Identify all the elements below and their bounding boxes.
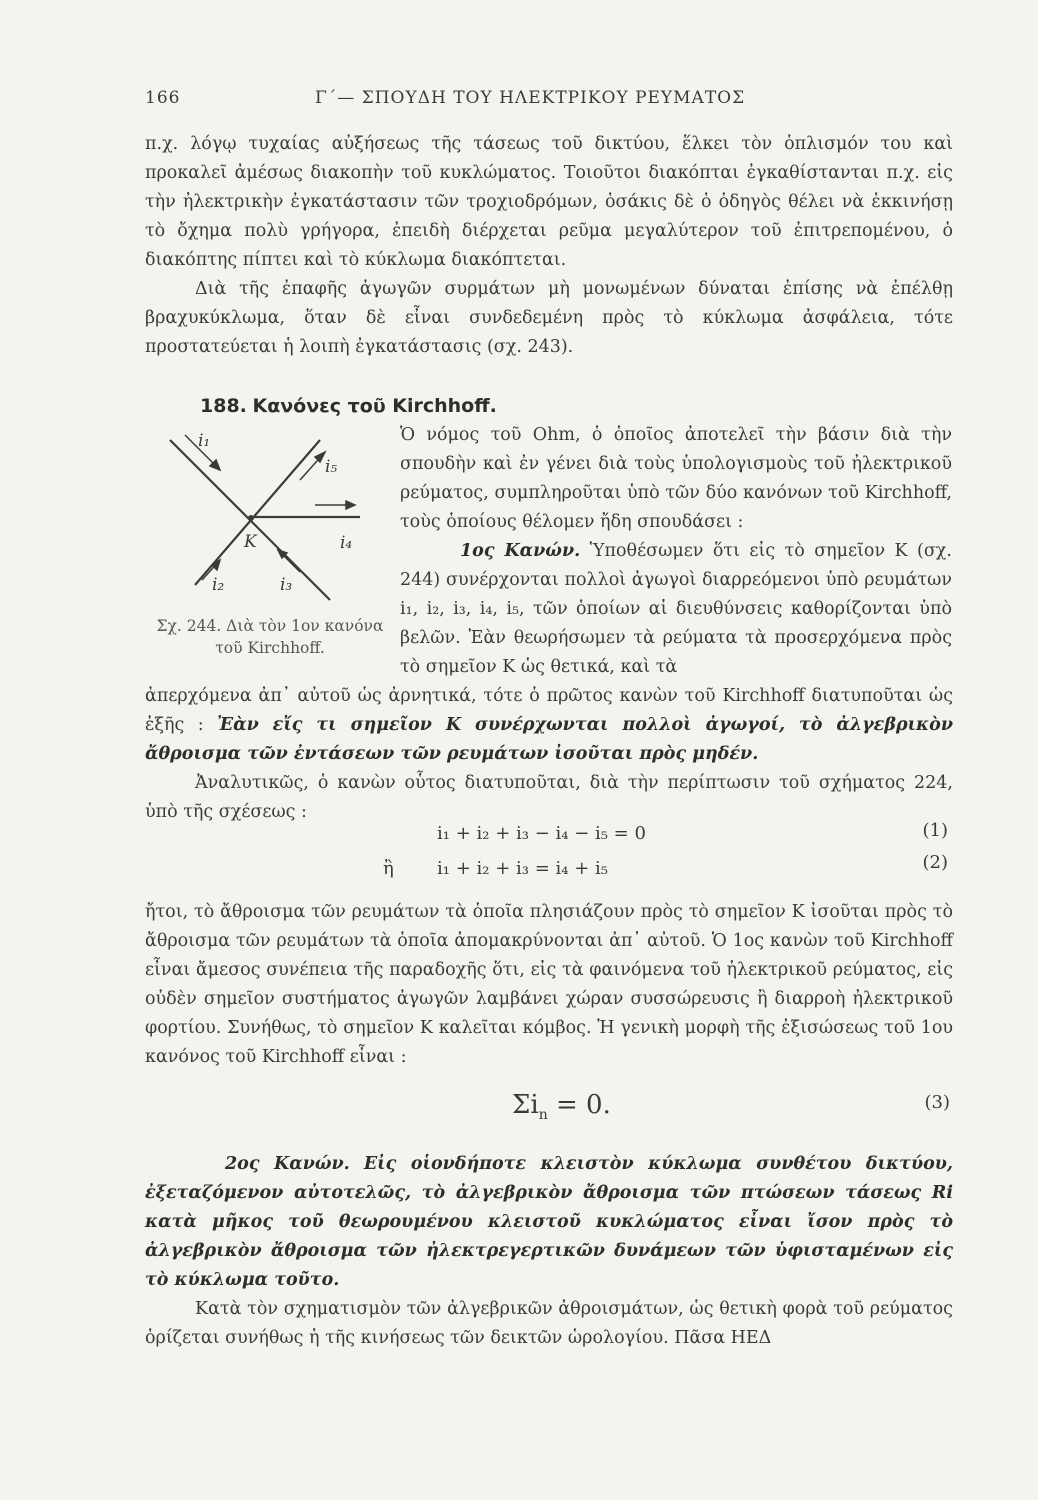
figure-caption-line-1: Σχ. 244. Διὰ τὸν 1ον κανόνα	[156, 617, 384, 635]
equation-2: i₁ + i₂ + i₃ = i₄ + i₅	[437, 858, 608, 879]
sum-symbol: Σi	[512, 1090, 539, 1120]
intro-block	[145, 130, 953, 362]
figure-caption-line-2: τοῦ Kirchhoff.	[215, 639, 325, 657]
rule1-cont-text: ἀπερχόμενα ἀπ᾽ αὐτοῦ ὡς ἀρνητικά, τότε ὁ πρῶτος κανὼν τοῦ Kirchhoff διατυποῦται ὡς ἑξῆς :	[145, 686, 953, 735]
node-k-dot	[248, 515, 254, 521]
after-block	[145, 898, 953, 1072]
node-k-label: K	[244, 532, 257, 552]
label-i1: i₁	[198, 431, 211, 451]
rule1-label: 1ος Κανών.	[460, 541, 581, 561]
sum-rest: = 0.	[547, 1090, 611, 1120]
sum-equation	[512, 1090, 611, 1123]
equation-1-number: (1)	[922, 820, 948, 841]
section-number: 188.	[200, 395, 247, 417]
rule1-paragraph	[400, 537, 952, 682]
section-heading-line	[145, 392, 953, 422]
intro-paragraph-2: Διὰ τῆς ἐπαφῆς ἀγωγῶν συρμάτων μὴ μονωμένων δύναται ἐπίσης νὰ ἐπέλθῃ βραχυκύκλωμα, ὅταν δὲ εἶναι συνδεδεμένη πρὸς τὸ κύκλωμα ἀσφάλεια, τότε προστατεύεται ἡ λοιπὴ ἐγκατάστασις (σχ. 243).	[145, 279, 953, 357]
equation-2-prefix: ἢ	[383, 858, 394, 879]
section-right-column	[400, 421, 952, 682]
figure-caption	[150, 615, 390, 659]
rule1-statement: Ἐὰν εἴς τι σημεῖον Κ συνέρχωνται πολλοὶ ἀγωγοί, τὸ ἀλγεβρικὸν ἄθροισμα τῶν ἐντάσεων τῶν ρευμάτων ἰσοῦται πρὸς μηδέν.	[145, 715, 953, 764]
rule2-statement: Εἰς οἱονδήποτε κλειστὸν κύκλωμα συνθέτου δικτύου, ἐξεταζόμενον αὐτοτελῶς, τὸ ἀλγεβρικὸν ἄθροισμα τῶν πτώσεων τάσεως Ri κατὰ μῆκος τοῦ θεωρουμένου κλειστοῦ κυκλώματος εἶναι ἴσον πρὸς τὸ ἀλγεβρικὸν ἄθροισμα τῶν ἠλεκτρεγερτικῶν δυνάμεων τῶν ὑφισταμένων εἰς τὸ κύκλωμα τοῦτο.	[145, 1154, 953, 1290]
rule1-text: Ὑποθέσωμεν ὅτι εἰς τὸ σημεῖον Κ (σχ. 244) συνέρχονται πολλοὶ ἀγωγοὶ διαρρεόμενοι ὑπὸ ρευμάτων i₁, i₂, i₃, i₄, i₅, τῶν ὁποίων αἱ διευθύνσεις καθορίζονται ὑπὸ βελῶν. Ἐὰν θεωρήσωμεν τὰ ρεύματα τὰ προσερχόμενα πρὸς τὸ σημεῖον Κ ὡς θετικά, καὶ τὰ	[400, 541, 952, 677]
rule2-paragraph	[145, 1150, 953, 1295]
last-paragraph: Κατὰ τὸν σχηματισμὸν τῶν ἀλγεβρικῶν ἀθροισμάτων, ὡς θετικὴ φορὰ τοῦ ρεύματος ὁρίζεται συνήθως ἡ τῆς κινήσεως τῶν δεικτῶν ὡρολογίου. Πᾶσα ΗΕΔ	[145, 1299, 953, 1348]
rule2-label: 2ος Κανών.	[225, 1154, 350, 1174]
equation-2-number: (2)	[922, 852, 948, 873]
sum-subscript: n	[538, 1107, 548, 1124]
page-header	[145, 88, 948, 114]
label-i4: i₄	[340, 533, 353, 553]
arrow-i4-head	[346, 501, 355, 509]
rule1-cont-paragraph	[145, 682, 953, 769]
after-paragraph-1: ἤτοι, τὸ ἄθροισμα τῶν ρευμάτων τὰ ὁποῖα πλησιάζουν πρὸς τὸ σημεῖον Κ ἰσοῦται πρὸς τὸ ἄθροισμα τῶν ρευμάτων τὰ ὁποῖα ἀπομακρύνονται ἀπ᾽ αὐτοῦ. Ὁ 1ος κανὼν τοῦ Kirchhoff εἶναι ἄμεσος συνέπεια τῆς παραδοχῆς ὅτι, εἰς τὰ φαινόμενα τοῦ ἠλεκτρικοῦ ρεύματος, εἰς οὐδὲν σημεῖον συστήματος ἀγωγῶν λαμβάνει χώραν συσσώρευσις ἢ διαρροὴ ἠλεκτρικοῦ φορτίου. Συνήθως, τὸ σημεῖον Κ καλεῖται κόμβος. Ἡ γενικὴ μορφὴ τῆς ἐξισώσεως τοῦ 1ου κανόνος τοῦ Kirchhoff εἶναι :	[145, 902, 953, 1067]
page-number: 166	[145, 88, 181, 108]
equation-3-number: (3)	[924, 1092, 950, 1113]
section-lead: Ὁ νόμος τοῦ Ohm, ὁ ὁποῖος ἀποτελεῖ τὴν βάσιν διὰ τὴν σπουδὴν καὶ ἐν γένει διὰ τοὺς ὑπολογισμοὺς τοῦ ἠλεκτρικοῦ ρεύματος, συμπληροῦται ὑπὸ τῶν δύο κανόνων τοῦ Kirchhoff, τοὺς ὁποίους θέλομεν ἤδη σπουδάσει :	[400, 425, 952, 532]
rule1-continuation	[145, 682, 953, 827]
analytic-paragraph: Ἀναλυτικῶς, ὁ κανὼν οὗτος διατυποῦται, διὰ τὴν περίπτωσιν τοῦ σχήματος 224, ὑπὸ τῆς σχέσεως :	[145, 773, 953, 822]
label-i5: i₅	[325, 457, 338, 477]
section-title: Κανόνες τοῦ Kirchhoff.	[252, 395, 497, 417]
label-i2: i₂	[212, 575, 225, 595]
running-title: Γ΄— ΣΠΟΥΔΗ ΤΟΥ ΗΛΕΚΤΡΙΚΟΥ ΡΕΥΜΑΤΟΣ	[315, 88, 746, 108]
equation-1: i₁ + i₂ + i₃ − i₄ − i₅ = 0	[437, 823, 646, 844]
intro-paragraph-1: π.χ. λόγῳ τυχαίας αὐξήσεως τῆς τάσεως τοῦ δικτύου, ἕλκει τὸν ὁπλισμόν του καὶ προκαλεῖ ἀμέσως διακοπὴν τοῦ κυκλώματος. Τοιοῦτοι διακόπται ἐγκαθίστανται π.χ. εἰς τὴν ἠλεκτρικὴν ἐγκατάστασιν τῶν τροχιοδρόμων, ὁσάκις δὲ ὁ ὁδηγὸς θέλει νὰ ἐκκινήσῃ τὸ ὄχημα πολὺ γρήγορα, ἐπειδὴ διέρχεται ρεῦμα μεγαλύτερον τοῦ ἐπιτρεπομένου, ὁ διακόπτης πίπτει καὶ τὸ κύκλωμα διακόπτεται.	[145, 134, 953, 270]
rule2-block	[145, 1150, 953, 1353]
label-i3: i₃	[280, 575, 293, 595]
